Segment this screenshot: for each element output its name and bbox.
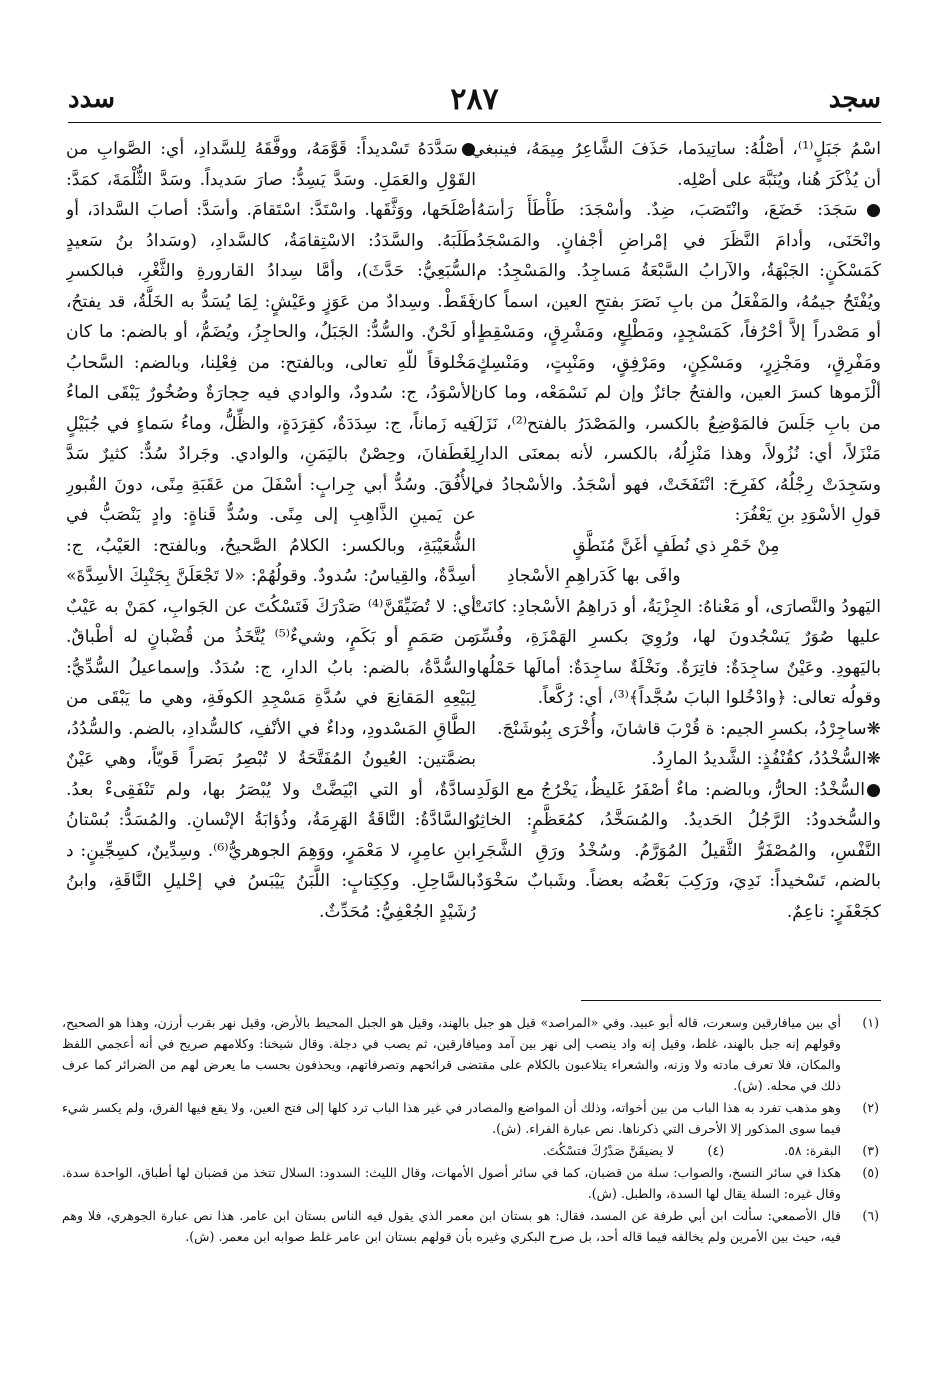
footnotes: [62, 1012, 881, 1312]
entry-paragraph: ●سَدَّدَهُ تَسْديداً: قَوَّمَهُ، ووفَّقَهُ لِلسَّدادِ، أي: الصَّوابِ من القَوْلِ والعَمَلِ. وسَدَّ يَسِدُّ: صارَ سَديداً. وسَدَّ الثُّلْمَةَ، كمَدَّ: أصْلَحَها، ووَثَّقَها. واسْتَدَّ: اسْتَقامَ. وأسَدَّ: أصابَ السَّدادَ، أو طَلَبَهُ. والسَّدَدُ: الاسْتِقامَةُ، كالسَّدادِ، (وسَدادُ بنُ سَعيدٍ السُّبَعِيُّ: حَدَّثَ)، وأمَّا سِدادُ القارورةِ والثَّغْرِ، فبالكسرِ فَقَطْ. وسِدادٌ من عَوَزٍ وعَيْشٍ: لِمَا يُسَدُّ به الخَلَّةُ، قد يفتحُ، أو لَحْنٌ. والسُّدُّ: الجَبَلُ، والحاجِزُ، ويُضَمُّ، أو بالضم: ما كان مَخْلوقاً للّهِ تعالى، وبالفتح: من فِعْلِنا، وبالضم: السَّحابُ الأسْوَدُ، ج: سُدودٌ، والوادي فيه حِجارَةٌ وصُخُورٌ يَبْقَى الماءُ فيه زَماناً، ج: سِدَدَةٌ، كقِرَدَةٍ، والظِّلُّ، وماءُ سَماءٍ في جُبَيْلٍ لِغَطَفانَ، وحِصْنٌ باليَمَنِ، والوادي. وجَرادٌ سُدٌّ: كثيرٌ سَدَّ الأُفُقَ. وسُدُّ أبي جِرابٍ: أسْفَلَ من عَقَبَةِ مِنًى، دونَ القُبورِ عن يَمينِ الذَّاهِبِ إلى مِنًى. وسُدُّ قَناةٍ: وادٍ يَنْصَبُّ في الشُّعَيْبَةِ، وبالكسر: الكلامُ الصَّحيحُ، وبالفتح: العَيْبُ، ج: أسِدَّةٌ، والقِياسُ: سُدودٌ. وقولُهُمْ: «لا تَجْعَلَنَّ بِجَنْبِكَ الأسِدَّةَ» أي: لا تُضَيِّقَنَّ⁽⁴⁾ صَدْرَكَ فَتَسْكُتَ عن الجَوابِ، كمَنْ به عَيْبٌ من صَمَمٍ أو بَكَمٍ، وشيءٌ⁽⁵⁾ يُتَّخَذُ من قُضْبانٍ له أطْباقٌ. والسُّدَّةُ، بالضم: بابُ الدارِ، ج: سُدَدٌ. وإسماعيلُ السُّدِّيُّ: لِبَيْعِهِ المَقانِعَ في سُدَّةِ مَسْجِدِ الكوفَةِ، وهي ما يَبْقَى من الطَّاقِ المَسْدودِ، وداءٌ في الأنْفِ، كالسُّدادِ، بالضم. والسُّدُدُ، بضمَّتين: العُيونُ المُفَتَّحَةُ لا تُبْصِرُ بَصَراً قَويّاً، وهي عَيْنٌ سادَّةٌ، أو التي ابْيَضَّتْ ولا يُبْصَرُ بها، ولم تَنْفَقِىءْ بعدُ. والسَّادَّةُ: النَّاقَةُ الهَرِمَةُ، وذُؤابَةُ الإنْسانِ. والمُسَدُّ: بُسْتانُ ابنِ عامِرٍ، لا مَعْمَرٍ، ووَهِمَ الجوهريُّ⁽⁶⁾. وسِدِّينٌ، كسِجِّينٍ: د بالسَّاحِلِ. وكِكِتابٍ: اللَّبَنُ يَيْبَسُ في إحْليلِ النَّاقَةِ، وابنُ رُشَيْدٍ الجُعْفِيُّ: مُحَدِّثٌ.: [66, 139, 476, 922]
footnote-number: (٦): [862, 1208, 879, 1223]
footnote-number: (٢): [862, 1100, 879, 1115]
footnote-text: هكذا في سائر النسخ، والصواب: سلة من قضبان، كما في سائر أصول الأمهات، وقال الليث: السدود: السلال تتخذ من قضبان لها أطباق، الواحدة سدة. وقال غيره: السلة يقال لها السدة، والطبل. (ش).: [62, 1165, 841, 1201]
page-header: [68, 82, 881, 123]
poem-verse-2: وافَى بها كَدَراهِمِ الأسْجادِ: [507, 566, 681, 586]
footnote-text: قال الأصمعي: سألت ابن أبي طرفة عن المسد، فقال: هو بستان ابن معمر الذي يقول فيه الناس بستان ابن عامر. هذا نص عبارة الجوهري، فلا وهم فيه، حيث بين الأمرين ولم يخالفه فيما قاله أحد، بل صرح البكري وغيره بأن قولهم بستان ابن عامر غلط صوابه ابن معمر. (ش).: [62, 1208, 841, 1244]
footnote: [62, 1205, 881, 1247]
entry-paragraph: ●سَجَدَ: خَضَعَ، وانْتَصَبَ، ضِدٌ. وأسْجَدَ: طَأْطَأَ رَأسَهُ، وانْحَنَى، وأدامَ النَّظَرَ في إمْراضِ أجْفانٍ. والمَسْجَدُ، كَمَسْكَنٍ: الجَبْهَةُ، والآرابُ السَّبْعَةُ مَساجِدُ. والمَسْجِدُ: م، ويُفْتَحُ جيمُهُ، والمَفْعَلُ من بابِ نَصَرَ بفتحِ العين، اسماً كان أو مَصْدراً إلاَّ أحْرُفاً، كَمَسْجِدٍ، ومَطْلِعٍ، ومَشْرِقٍ، ومَسْقِطٍ، ومَفْرِقٍ، ومَجْزِرٍ، ومَسْكِنٍ، ومَرْفِقٍ، ومَنْبِتٍ، ومَنْسِكٍ، ألْزَموها كسرَ العين، والفتحُ جائزٌ وإن لم نَسْمَعْه، وما كان من بابِ جَلَسَ فالمَوْضِعُ بالكسر، والمَصْدَرُ بالفتح⁽²⁾، نَزَلَ مَنْزَلاً، أي: نُزُولاً، وهذا مَنْزِلُهُ، بالكسر، لأنه بمعنَى الدارِ. وسَجِدَتْ رِجْلُهُ، كفَرِحَ: انْتَفَخَتْ، فهو أسْجَدُ. والأسْجادُ في قولِ الأسْوَدِ بنِ يَعْفُرَ:: [471, 200, 881, 525]
footnote-number: (٣): [862, 1143, 879, 1158]
entry-paragraph: ●السُّخْدُ: الحارُّ، وبالضم: ماءٌ أصْفَرُ غَليظٌ، يَخْرُجُ مع الوَلَدِ. والسُّخدودُ: الرَّجُلُ الحَديدُ. والمُسَخَّدُ، كمُعَظَّمٍ: الخاثِرُ النَّفْسِ، والمُصْفَرُّ الثَّقيلُ المُوَرَّمُ. وسُخْدُ ورَقِ الشَّجَرِ، بالضم، تَسْخيداً: نَدِيَ، ورَكِبَ بَعْضُه بعضاً. وشَبابٌ سَخْوَدٌ، كجَعْفَرٍ: ناعِمٌ.: [471, 779, 881, 922]
page-number: ٢٨٧: [450, 82, 499, 117]
entry-paragraph: ❋السُّخْدُدُ، كقُنْفُذٍ: الشَّديدُ المارِدُ.: [651, 749, 881, 769]
header-left-word: سدد: [68, 84, 116, 114]
entry-paragraph: اسْمُ جَبَلٍ⁽¹⁾، أصْلُهُ: ساتِيدَما، حَذَفَ الشَّاعِرُ مِيمَهُ، فينبغي أن يُذْكَرَ هُنا، ويُنَبَّهَ على أصْلِه.: [471, 139, 881, 190]
left-column: [66, 134, 476, 994]
footnote-number: (١): [862, 1015, 879, 1030]
footnote-text: أي بين ميافارقين وسعرت، قاله أبو عبيد. وفي «المراصد» قيل هو جبل بالهند، وقيل هو الجبل المحيط بالأرض، وقيل نهر بقرب أرزن، وهذا هو الصحيح، وقولهم إنه جبل بالهند، غلط، وقيل إنه واد ينصب إلى نهر بين آمد وميافارقين، ثم يصب في دجلة. وقال شيخنا: وكلامهم صريح في أنه أعجمي اللفظ والمكان، فلا تعرف مادته ولا وزنه، والشعراء يتلاعبون بالكلام على مقتضى قرائحهم وتصرفاتهم، ويحذفون بحسب ما يعرض لهم من الضرائر كما عرف ذلك في محله. (ش).: [62, 1015, 841, 1093]
entry-paragraph: ❋ساجِرْدُ، بكسرِ الجيم: ة قُرْبَ قاشانَ، وأُخْرَى بِبُوشَنْجَ.: [497, 718, 881, 739]
right-column: [471, 134, 881, 994]
entry-paragraph: اليَهودُ والنَّصارَى، أو مَعْناهُ: الجِزْيَةُ، أو دَراهِمُ الأسْجادِ: كانَتْ عليها صُوَرٌ يَسْجُدونَ لها، ورُوِيَ بكسرِ الهَمْزَةِ، وفُسِّرَ باليَهودِ. وعَيْنٌ ساجِدَةٌ: فاتِرَةٌ. ونَخْلَةٌ ساجِدَةٌ: أمالَها حَمْلُها، وقولُه تعالى: ﴿وادْخُلوا البابَ سُجَّداً﴾⁽³⁾، أي: رُكَّعاً.: [471, 596, 881, 708]
footnote: [543, 1140, 785, 1161]
footnote: [62, 1012, 881, 1096]
footnote-separator: [581, 1000, 881, 1001]
footnote-number: (٤): [707, 1143, 725, 1158]
footnote-number: (٥): [862, 1165, 879, 1180]
footnote: [62, 1097, 881, 1139]
footnote: [784, 1140, 881, 1161]
footnote-text: لا يضيقَنَّ صَدْرُكَ فتسْكُتَ.: [542, 1143, 675, 1158]
footnote-text: وهو مذهب تفرد به هذا الباب من بين أخواته، وذلك أن المواضع والمصادر في غير هذا الباب ترد كلها إلى فتح العين، ولا يقع فيها الفرق، ولم يكسر شيء فيما سوى المذكور إلا الأحرف التي ذكرناها. نص عبارة الفراء. (ش).: [62, 1100, 841, 1136]
footnote-row: [62, 1140, 881, 1162]
footnote: [62, 1162, 881, 1204]
poem-verse-1: مِنْ خَمْرِ ذي نُطَفٍ أغَنَّ مُنَطَّقٍ: [572, 535, 780, 556]
header-right-word: سجد: [828, 84, 881, 114]
footnote-text: البقرة: ٥٨.: [784, 1143, 841, 1158]
